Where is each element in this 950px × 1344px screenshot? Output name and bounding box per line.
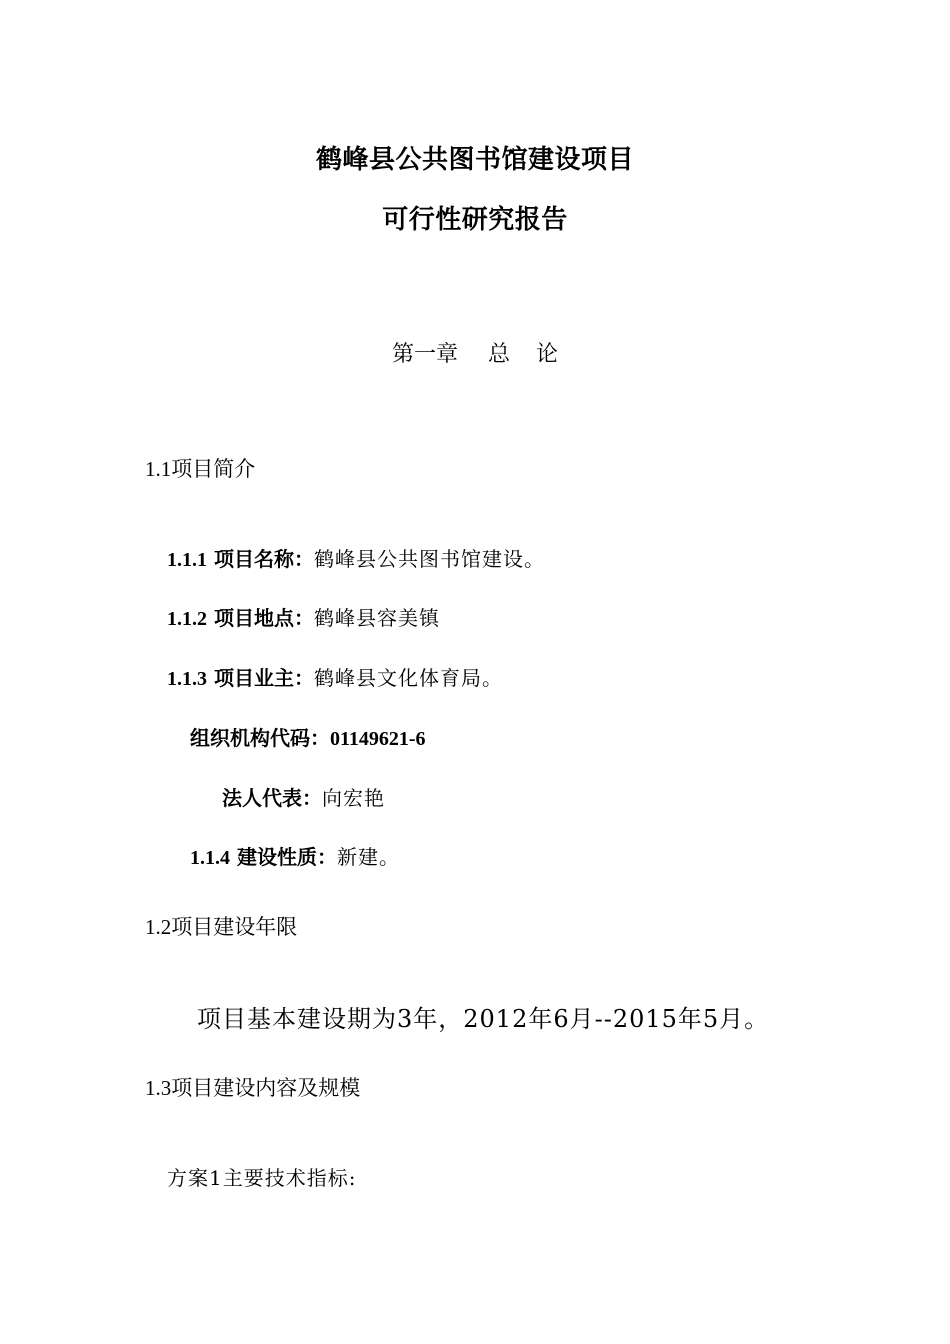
section-number: 1.2 [145,915,172,939]
section-number: 1.1 [145,457,172,481]
item-legal-representative [222,788,385,808]
item-label: 1.1.4 建设性质： [190,845,337,869]
plan-1-technical-indicators: 方案1主要技术指标: [167,1166,357,1190]
section-title: 项目简介 [171,457,256,481]
item-value: 鹤峰县容美镇 [313,606,440,630]
document-title-line-2: 可行性研究报告 [382,205,568,235]
chapter-heading [0,344,950,366]
section-title: 项目建设年限 [171,915,298,939]
section-number: 1.3 [145,1076,172,1100]
chapter-number: 第一章 [391,342,458,367]
chapter-title-char-2: 论 [536,342,559,367]
item-value: 向宏艳 [322,786,385,810]
section-heading-1-1 [145,459,255,480]
item-label: 1.1.2 项目地点： [167,606,314,630]
chapter-title-char-1: 总 [487,342,510,367]
item-project-location [167,608,440,629]
section-title: 项目建设内容及规模 [171,1076,361,1100]
item-label: 组织机构代码： [190,726,330,750]
item-label: 1.1.1 项目名称： [167,547,314,571]
item-value: 鹤峰县公共图书馆建设。 [313,547,545,571]
item-value: 鹤峰县文化体育局。 [313,666,503,690]
item-project-name [167,549,545,570]
construction-period-text: 项目基本建设期为3年，2012年6月--2015年5月。 [197,1005,770,1033]
document-title-line-1: 鹤峰县公共图书馆建设项目 [315,145,634,175]
section-heading-1-3 [145,1078,360,1099]
item-label: 法人代表： [222,786,322,810]
item-label: 1.1.3 项目业主： [167,666,314,690]
item-value: 01149621-6 [330,728,426,750]
section-heading-1-2 [145,917,297,938]
item-org-code [190,728,426,749]
item-construction-nature [190,847,400,868]
item-project-owner [167,668,503,689]
item-value: 新建。 [336,845,400,869]
